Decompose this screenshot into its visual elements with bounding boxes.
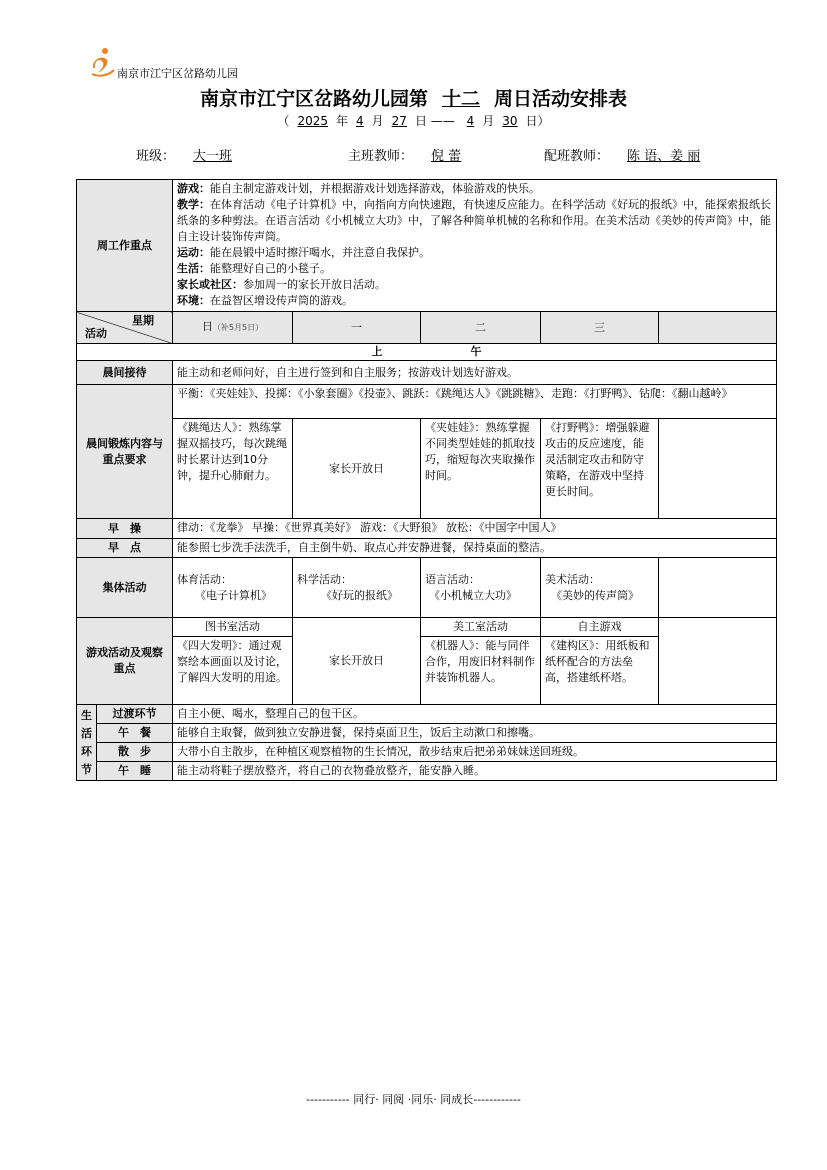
title-week: 十二 bbox=[441, 88, 480, 110]
school-logo bbox=[90, 46, 250, 82]
date-year: 2025 bbox=[297, 114, 328, 128]
exercise-empty bbox=[659, 419, 777, 519]
life-row-lunch bbox=[77, 724, 777, 743]
focus-key: 生活： bbox=[177, 262, 210, 275]
snack-text: 能参照七步洗手法洗手，自主倒牛奶、取点心并安静进餐，保持桌面的整洁。 bbox=[173, 539, 777, 558]
exercise-monday: 家长开放日 bbox=[293, 419, 421, 519]
date-open: （ bbox=[277, 114, 290, 128]
life-label-nap: 午 睡 bbox=[97, 762, 173, 781]
life-text-nap: 能主动将鞋子摆放整齐，将自己的衣物叠放整齐，能安静入睡。 bbox=[173, 762, 777, 781]
weekday-wednesday: 三 bbox=[541, 312, 659, 344]
weekday-corner-cell bbox=[77, 312, 173, 344]
games-sunday-head: 图书室活动 bbox=[173, 618, 293, 637]
date-month-start: 4 bbox=[356, 114, 364, 128]
focus-label: 周工作重点 bbox=[77, 180, 173, 312]
life-row-transition bbox=[77, 705, 777, 724]
games-empty bbox=[659, 618, 777, 705]
focus-item-sport bbox=[177, 245, 772, 261]
focus-item-teaching bbox=[177, 197, 772, 245]
morning-label: 上 午 bbox=[77, 344, 777, 361]
title-prefix: 南京市江宁区岔路幼儿园第 bbox=[199, 88, 428, 110]
assistant-label: 配班教师： bbox=[544, 149, 610, 164]
exercise-wednesday: 《打野鸭》：增强躲避攻击的反应速度，能灵活制定攻击和防守策略，在游戏中坚持更长时间。 bbox=[541, 419, 659, 519]
date-separator: —— bbox=[430, 114, 455, 128]
footer-motto: ----------- 同行· 同阅 ·同乐· 同成长------------ bbox=[306, 1093, 521, 1106]
games-sunday-text: 《四大发明》：通过观察绘本画面以及讨论，了解四大发明的用途。 bbox=[173, 637, 293, 705]
life-group-label-text bbox=[81, 707, 93, 779]
life-row-walk bbox=[77, 743, 777, 762]
focus-text: 在体育活动《电子计算机》中，向指向方向快速跑，有快速反应能力。在科学活动《好玩的报纸》中，能探索报纸长纸条的多种剪法。在语言活动《小机械立大功》中，了解各种简单机械的名称和作用。在美术活动《美妙的传声筒》中，能自主设计装饰传声筒。 bbox=[177, 198, 771, 243]
life-label-lunch: 午 餐 bbox=[97, 724, 173, 743]
class-label: 班级： bbox=[136, 149, 176, 164]
teacher-field bbox=[348, 145, 479, 164]
date-close: 日） bbox=[525, 114, 550, 128]
teacher-label: 主班教师： bbox=[348, 149, 414, 164]
activity-name: 《美妙的传声筒》 bbox=[551, 588, 639, 602]
year-label: 年 bbox=[335, 114, 348, 128]
reception-label: 晨间接待 bbox=[77, 361, 173, 385]
life-text-lunch: 能够自主取餐，做到独立安静进餐，保持桌面卫生，饭后主动漱口和擦嘴。 bbox=[173, 724, 777, 743]
life-char: 节 bbox=[81, 762, 92, 776]
date-day-start: 27 bbox=[391, 114, 407, 128]
focus-key: 教学： bbox=[177, 198, 210, 211]
exercise-tuesday: 《夹娃娃》：熟练掌握不同类型娃娃的抓取技巧，缩短每次夹取操作时间。 bbox=[421, 419, 541, 519]
group-row bbox=[77, 558, 777, 618]
date-month-end: 4 bbox=[466, 114, 475, 128]
activity-name: 《小机械立大功》 bbox=[429, 588, 517, 602]
weekday-tuesday: 二 bbox=[421, 312, 541, 344]
games-wednesday-text: 《建构区》：用纸板和纸杯配合的方法垒高，搭建纸杯塔。 bbox=[541, 637, 659, 705]
focus-text: 能在晨锻中适时擦汗喝水，并注意自我保护。 bbox=[210, 246, 430, 259]
life-char: 活 bbox=[81, 726, 92, 740]
games-tuesday-head: 美工室活动 bbox=[421, 618, 541, 637]
assistant-field bbox=[544, 145, 718, 164]
group-empty bbox=[659, 558, 777, 618]
games-label: 游戏活动及观察重点 bbox=[77, 618, 173, 705]
games-tuesday-text: 《机器人》：能与同伴合作，用废旧材料制作并装饰机器人。 bbox=[421, 637, 541, 705]
teacher-value: 倪 蕾 bbox=[431, 149, 462, 164]
activity-name: 《好玩的报纸》 bbox=[321, 588, 398, 602]
games-head-row bbox=[77, 618, 777, 637]
day-label: 日 bbox=[201, 320, 213, 333]
reception-text: 能主动和老师问好，自主进行签到和自主服务；按游戏计划选好游戏。 bbox=[173, 361, 777, 385]
activity-type: 美术活动： bbox=[545, 572, 600, 586]
logo-text: 南京市江宁区岔路幼儿园 bbox=[117, 67, 238, 80]
focus-text: 参加周一的家长开放日活动。 bbox=[243, 278, 386, 291]
snack-label: 早 点 bbox=[77, 539, 173, 558]
class-field bbox=[136, 145, 250, 164]
weekday-row bbox=[77, 312, 777, 344]
date-day-end: 30 bbox=[502, 114, 518, 128]
corner-activity-label: 活动 bbox=[85, 327, 107, 340]
weekday-empty bbox=[659, 312, 777, 344]
life-group-label bbox=[77, 705, 97, 781]
group-sunday bbox=[173, 558, 293, 618]
weekday-sunday bbox=[173, 312, 293, 344]
assistant-value: 陈 语、姜 丽 bbox=[627, 149, 701, 164]
focus-row bbox=[77, 180, 777, 312]
life-label-walk: 散 步 bbox=[97, 743, 173, 762]
life-text-walk: 大带小自主散步，在种植区观察植物的生长情况，散步结束后把弟弟妹妹送回班级。 bbox=[173, 743, 777, 762]
activity-type: 语言活动： bbox=[425, 572, 480, 586]
focus-key: 运动： bbox=[177, 246, 210, 259]
activity-type: 科学活动： bbox=[297, 572, 352, 586]
focus-key: 家长或社区： bbox=[177, 278, 243, 291]
morning-exercise-text: 律动：《龙拳》 早操：《世界真美好》 游戏：《大野狼》 放松：《中国字中国人》 bbox=[173, 519, 777, 539]
month-label-end: 月 bbox=[482, 114, 495, 128]
group-wednesday bbox=[541, 558, 659, 618]
focus-text: 能自主制定游戏计划，并根据游戏计划选择游戏，体验游戏的快乐。 bbox=[210, 182, 540, 195]
focus-text: 能整理好自己的小毯子。 bbox=[210, 262, 331, 275]
morning-row bbox=[77, 344, 777, 361]
life-char: 生 bbox=[81, 708, 92, 722]
class-value: 大一班 bbox=[193, 149, 233, 164]
day-note: （补5月5日） bbox=[212, 323, 264, 332]
date-range bbox=[0, 112, 827, 129]
group-label: 集体活动 bbox=[77, 558, 173, 618]
focus-key: 环境： bbox=[177, 294, 210, 307]
games-wednesday-head: 自主游戏 bbox=[541, 618, 659, 637]
focus-item-parents bbox=[177, 277, 772, 293]
activity-name: 《电子计算机》 bbox=[195, 588, 272, 602]
month-label: 月 bbox=[371, 114, 384, 128]
focus-text: 在益智区增设传声筒的游戏。 bbox=[210, 294, 353, 307]
snack-row bbox=[77, 539, 777, 558]
focus-item-environment bbox=[177, 293, 772, 309]
page-title bbox=[0, 84, 827, 111]
morning-exercise-row bbox=[77, 519, 777, 539]
corner-weekday-label: 星期 bbox=[132, 314, 154, 327]
life-text-transition: 自主小便、喝水，整理自己的包干区。 bbox=[173, 705, 777, 724]
reception-row bbox=[77, 361, 777, 385]
focus-content bbox=[173, 180, 777, 312]
games-monday: 家长开放日 bbox=[293, 618, 421, 705]
exercise-detail-row bbox=[77, 419, 777, 519]
exercise-sunday: 《跳绳达人》：熟练掌握双摇技巧，每次跳绳时长累计达到10分钟，提升心肺耐力。 bbox=[173, 419, 293, 519]
group-monday bbox=[293, 558, 421, 618]
title-suffix: 周日活动安排表 bbox=[494, 88, 628, 110]
life-char: 环 bbox=[81, 744, 92, 758]
focus-key: 游戏： bbox=[177, 182, 210, 195]
morning-exercise-label: 早 操 bbox=[77, 519, 173, 539]
life-label-transition: 过渡环节 bbox=[97, 705, 173, 724]
exercise-top-row bbox=[77, 385, 777, 419]
exercise-summary: 平衡：《夹娃娃》、投掷：《小象套圈》《投壶》、跳跃：《跳绳达人》《跳跳糖》、走跑：《打野鸭》、钻爬：《翻山越岭》 bbox=[173, 385, 777, 419]
exercise-label: 晨间锻炼内容与重点要求 bbox=[77, 385, 173, 519]
group-tuesday bbox=[421, 558, 541, 618]
day-label: 日 bbox=[414, 114, 427, 128]
focus-item-game bbox=[177, 181, 772, 197]
life-row-nap bbox=[77, 762, 777, 781]
schedule-table bbox=[76, 179, 777, 781]
focus-item-life bbox=[177, 261, 772, 277]
activity-type: 体育活动： bbox=[177, 572, 232, 586]
weekday-monday: 一 bbox=[293, 312, 421, 344]
school-logo-icon bbox=[90, 46, 116, 78]
